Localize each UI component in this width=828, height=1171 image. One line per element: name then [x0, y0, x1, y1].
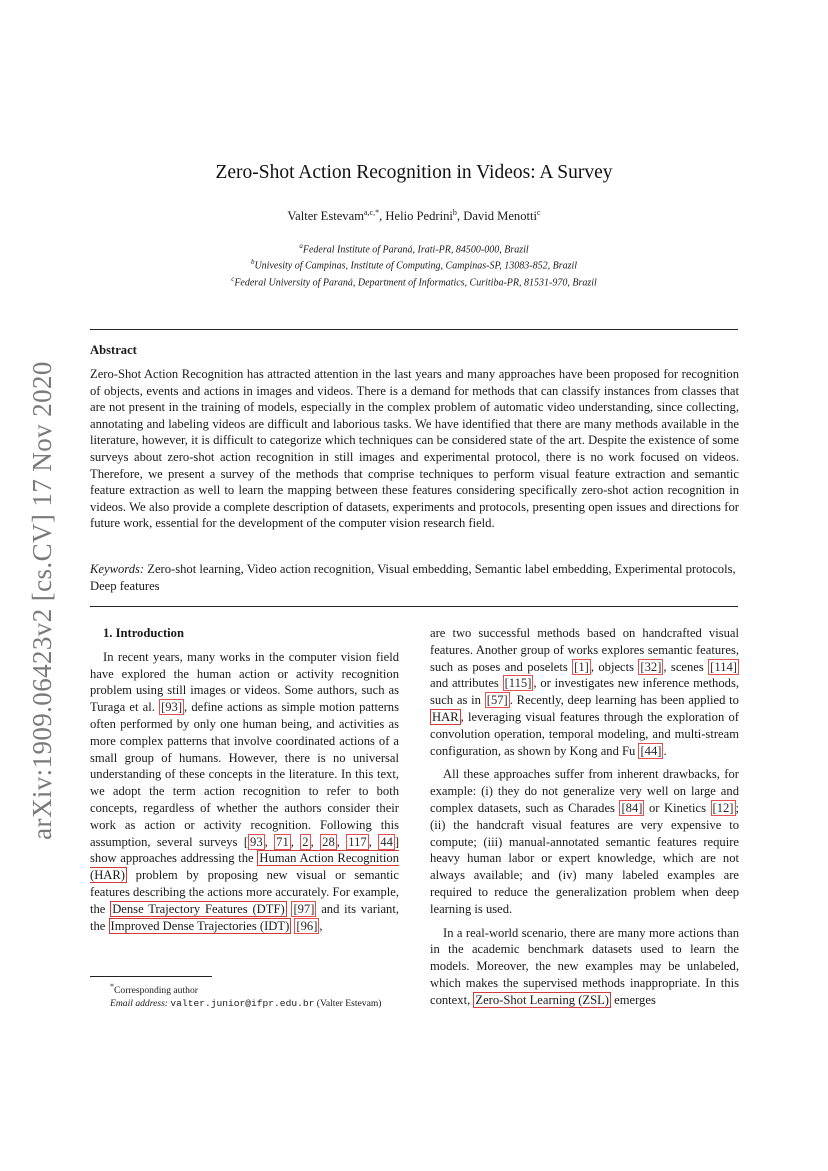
footnote-divider [90, 976, 212, 977]
footnote [90, 980, 400, 1010]
citation-link[interactable]: 2 [302, 834, 309, 849]
keywords-text: Zero-shot learning, Video action recognition, Visual embedding, Semantic label embedding, Experimental protocols, Deep features [90, 562, 736, 593]
affiliation-line: $^c$Federal University of Paraná, Department of Informatics, Curitiba-PR, 81531-970, Brazil [231, 274, 597, 288]
footnote-corresponding: *Corresponding author [110, 982, 198, 997]
affiliation-line: $^b$Univesity of Campinas, Institute of Computing, Campinas-SP, 13083-852, Brazil [250, 258, 578, 272]
citation-link[interactable]: 44 [380, 834, 393, 849]
citation-link[interactable]: 93 [250, 834, 263, 849]
arxiv-id-text: arXiv:1909.06423v2 [cs.CV] 17 Nov 2020 [26, 360, 57, 840]
citation-link[interactable]: 71 [276, 834, 289, 849]
section-heading: 1. Introduction [103, 626, 184, 640]
acronym-link[interactable]: Improved Dense Trajectories (IDT) [110, 918, 290, 933]
author-affil-mark: a,c,* [364, 208, 380, 217]
author-affil-mark: b [452, 208, 457, 217]
affiliation-line: $^a$Federal Institute of Paraná, Irati-PR, 84500-000, Brazil [299, 242, 529, 256]
acronym-link[interactable]: Human Action Recognition (HAR) [90, 851, 399, 883]
author-name: Valter Estevam [287, 209, 364, 223]
acronym-link[interactable]: Dense Trajectory Features (DTF) [112, 901, 285, 916]
citation-link[interactable]: [93] [161, 700, 183, 715]
affiliations [0, 240, 828, 289]
author-name: Helio Pedrini [385, 209, 453, 223]
abstract-body: Zero-Shot Action Recognition has attracted attention in the last years and many approaches have been proposed for recognition of objects, events and actions in images and videos. There is a demand for methods that can classify instances from classes that are not present in the training of models, especially in the complex problem of automatic video understanding, since collecting, annotating and labeling videos are difficult and laborious tasks. We have identified that there are many methods available in the literature, however, it is difficult to categorize which techniques can be considered state of the art. Despite the existence of some surveys about zero-shot action recognition in still images and experimental protocol, there is no work focused on videos. Therefore, we present a survey of the methods that comprise techniques to perform visual feature extraction and semantic feature extraction as well to learn the mapping between these features considering specifically zero-shot action recognition in videos. We also provide a complete description of datasets, experiments and protocols, presenting open issues and directions for future work, essential for the development of the computer vision research field. [90, 367, 739, 531]
author-list: Valter Estevam$^{a,c,*}$, Helio Pedrini$^b$, David Menotti$^c$ [287, 208, 541, 223]
citation-link[interactable]: [1] [574, 659, 589, 674]
top-divider [90, 329, 738, 330]
citation-link[interactable]: [96] [296, 918, 318, 933]
body-paragraph: All these approaches suffer from inherent drawbacks, for example: (i) they do not generalize very well on large and complex datasets, such as Charades [84] or Kinetics [12] ; (ii) the handcraft visual features are very expensive to compute; (iii) manual-annotated semantic features require heavy human labor or expert knowledge, which are not always available; and (iv) many labeled examples are required to reduce the generalization problem when deep learning is used. [430, 767, 739, 916]
keywords-label: Keywords: [90, 562, 145, 576]
citation-link[interactable]: [12] [712, 800, 734, 815]
left-column [90, 625, 399, 941]
abstract-heading: Abstract [90, 343, 137, 357]
paper-title: Zero-Shot Action Recognition in Videos: A Survey [215, 162, 613, 183]
citation-link[interactable]: [84] [621, 800, 643, 815]
citation-link[interactable]: [44] [640, 743, 662, 758]
citation-link[interactable]: 28 [322, 834, 335, 849]
body-paragraph: In a real-world scenario, there are many more actions than in the academic benchmark datasets used to learn the models. Moreover, the new examples may be unlabeled, which makes the supervised methods inappropriate. In this context, Zero-Shot Learning (ZSL) emerges [430, 925, 739, 1007]
arxiv-sidebar-stamp [22, 340, 62, 860]
acronym-link[interactable]: HAR [432, 709, 459, 724]
right-column [430, 625, 739, 1016]
author-name: David Menotti [463, 209, 538, 223]
citation-link[interactable]: [115] [504, 676, 532, 691]
citation-link[interactable]: [97] [293, 901, 315, 916]
citation-link[interactable]: [32] [640, 659, 662, 674]
footnote-email: Email address: valter.junior@ifpr.edu.br (Valter Estevam) [110, 998, 382, 1010]
citation-link[interactable]: 117 [348, 834, 367, 849]
citation-link[interactable]: [57] [486, 693, 508, 708]
citation-link[interactable]: [114] [710, 659, 737, 674]
intro-paragraph: In recent years, many works in the computer vision field have explored the human action or activity recognition problem using still images or videos. Some authors, such as Turaga et al. [93] , define actions as simple motion patterns often performed by only one human being, and activities as more complex patterns that involve coordinated actions of a small group of humans. However, there is no universal understanding of these concepts in the literature. In this text, we adopt the term action recognition to refer to both concepts, regardless of whether the authors consider their work as action or activity recognition. Following this assumption, several surveys [ 93 , 71 , 2 , 28 , 117 , 44 ] show approaches addressing the Human Action Recognition (HAR) problem by proposing new visual or semantic features describing the actions more accurately. For example, the Dense Trajectory Features (DTF) [97] and its variant, the Improved Dense Trajectories (IDT) [96] , [90, 649, 400, 933]
email-link[interactable]: valter.junior@ifpr.edu.br [170, 998, 315, 1010]
bottom-divider [90, 606, 738, 607]
author-affil-mark: c [537, 208, 541, 217]
acronym-link[interactable]: Zero-Shot Learning (ZSL) [475, 992, 609, 1007]
body-paragraph: are two successful methods based on handcrafted visual features. Another group of works explores semantic features, such as poses and poselets [1] , objects [32] , scenes [114] and attributes [115] , or investigates new inference methods, such as in [57] . Recently, deep learning has been applied to HAR , leveraging visual features through the exploration of convolution operation, temporal modeling, and multi-stream configuration, as shown by Kong and Fu [44] . [430, 626, 739, 758]
keywords [90, 561, 739, 594]
